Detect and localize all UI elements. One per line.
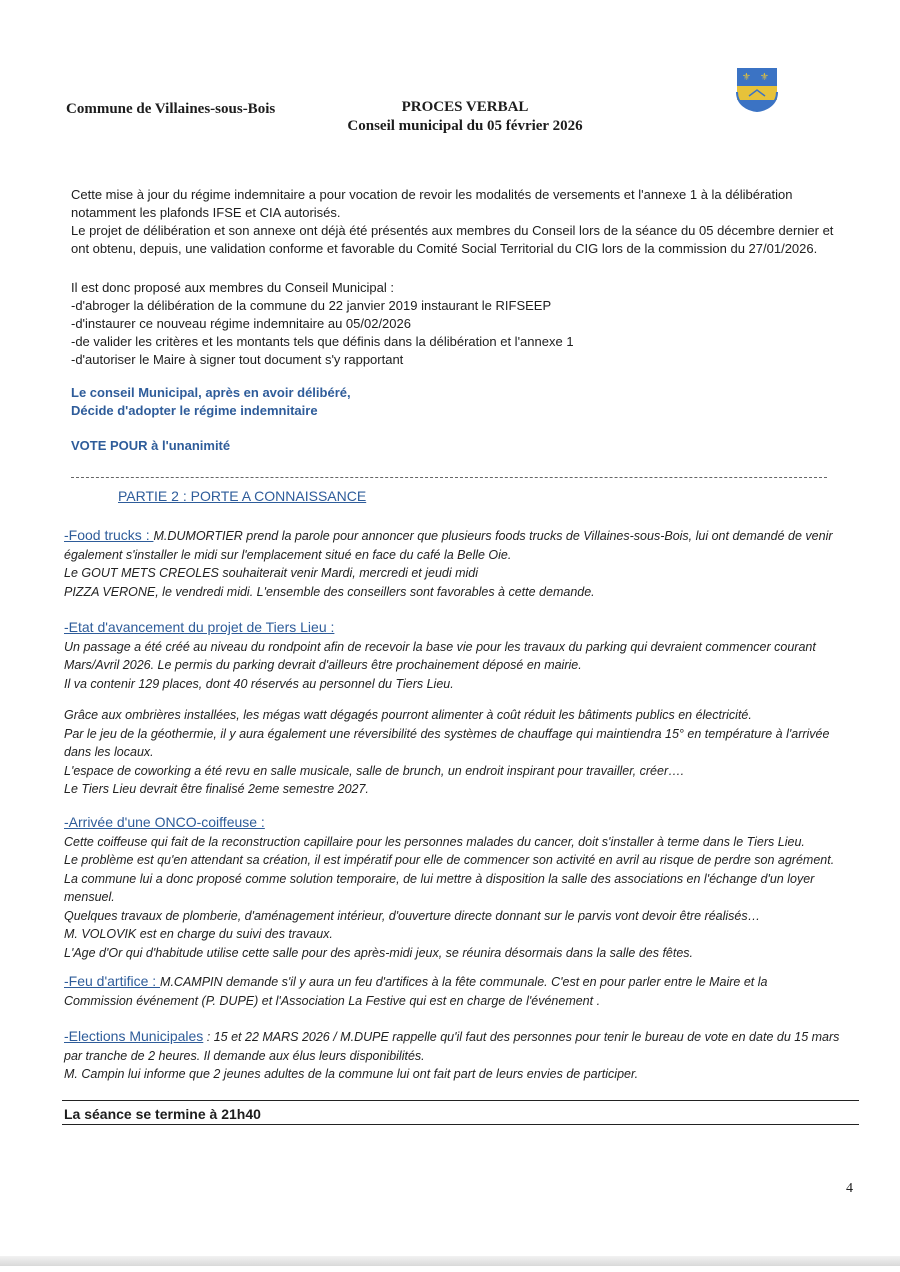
onco-line: Le problème est qu'en attendant sa création, il est impératif pour elle de commencer son activité en avril au risque de perdre son agrément. [64,853,835,867]
tiers-lieu-line: Mars/Avril 2026. Le permis du parking devrait d'ailleurs être prochainement déposé en mairie. [64,658,582,672]
decision-block [71,384,851,420]
feu-artifice-heading: -Feu d'artifice : [64,973,161,989]
onco-line: L'Age d'Or qui d'habitude utilise cette salle pour des après-midi jeux, se réunira désormais dans la salle des fêtes. [64,945,694,960]
onco-section [64,813,859,962]
dashed-separator [71,477,827,478]
onco-line: Quelques travaux de plomberie, d'aménagement intérieur, d'ouverture directe donnant sur le parvis vont devoir être réalisés… [64,908,761,923]
onco-line: M. VOLOVIK est en charge du suivi des travaux. [64,927,333,941]
elections-line: par tranche de 2 heures. Il demande aux élus leurs disponibilités. [64,1048,425,1063]
vote-result: VOTE POUR à l'unanimité [71,438,231,453]
closing-line: La séance se termine à 21h40 [64,1106,261,1122]
intro-paragraph [71,186,851,258]
intro-line: notamment les plafonds IFSE et CIA autorisés. [71,205,341,220]
intro-line: ont obtenu, depuis, une validation conforme et favorable du Comité Social Territorial du CIG lors de la commission du 27/01/2026. [71,241,818,256]
tiers-lieu-heading: -Etat d'avancement du projet de Tiers Lieu : [64,619,335,635]
onco-line: La commune lui a donc proposé comme solution temporaire, de lui mettre à disposition la salle des associations en l'échange d'un loyer [64,871,815,886]
svg-text:⚜: ⚜ [760,72,769,83]
tiers-lieu-line: dans les locaux. [64,745,154,759]
elections-heading: -Elections Municipales [64,1028,204,1044]
decision-line: Le conseil Municipal, après en avoir délibéré, [71,385,351,400]
onco-line: Cette coiffeuse qui fait de la reconstruction capillaire pour les personnes malades du cancer, doit s'installer à terme dans le Tiers Lieu. [64,834,805,849]
tiers-lieu-section [64,618,859,693]
page-number: 4 [846,1181,853,1196]
scan-edge [0,1256,900,1266]
coat-of-arms-icon [735,66,779,112]
food-trucks-line: M.DUMORTIER prend la parole pour annoncer que plusieurs foods trucks de Villaines-sous-Bois, lui ont demandé de venir [153,529,833,543]
commune-name: Commune de Villaines-sous-Bois [66,101,276,117]
proposal-list [71,279,851,369]
tiers-lieu-section-2 [64,706,859,799]
feu-artifice-section [64,972,859,1010]
tiers-lieu-line: Grâce aux ombrières installées, les mégas watt dégagés pourront alimenter à coût réduit les bâtiments publics en électricité. [64,708,752,722]
onco-line: mensuel. [64,890,115,904]
document-subtitle: Conseil municipal du 05 février 2026 [347,118,583,134]
elections-line: M. Campin lui informe que 2 jeunes adultes de la commune lui ont fait part de leurs envies de participer. [64,1067,639,1081]
svg-text:⚜: ⚜ [742,72,751,83]
document-title: PROCES VERBAL [401,99,529,115]
food-trucks-section [64,526,859,601]
decision-line: Décide d'adopter le régime indemnitaire [71,403,318,418]
tiers-lieu-line: Il va contenir 129 places, dont 40 réservés au personnel du Tiers Lieu. [64,676,454,691]
food-trucks-line: PIZZA VERONE, le vendredi midi. L'ensemble des conseillers sont favorables à cette demande. [64,584,595,599]
proposal-item: -d'instaurer ce nouveau régime indemnitaire au 05/02/2026 [71,316,411,331]
tiers-lieu-line: Par le jeu de la géothermie, il y aura également une réversibilité des systèmes de chauffage qui maintiendra 15° en température à l'arrivée [64,726,830,741]
tiers-lieu-line: L'espace de coworking a été revu en salle musicale, salle de brunch, un endroit inspirant pour travailler, créer…. [64,763,685,778]
feu-artifice-line: Commission événement (P. DUPE) et l'Association La Festive qui est en charge de l'événement . [64,993,601,1008]
elections-section [64,1027,859,1084]
section-partie-2: PARTIE 2 : PORTE A CONNAISSANCE [118,488,367,504]
onco-heading: -Arrivée d'une ONCO-coiffeuse : [64,814,265,830]
elections-line: : 15 et 22 MARS 2026 / M.DUPE rappelle qu'il faut des personnes pour tenir le bureau de vote en date du 15 mars [203,1030,840,1044]
bottom-rule [62,1124,859,1125]
top-rule [62,1100,859,1101]
food-trucks-line: Le GOUT METS CREOLES souhaiterait venir Mardi, mercredi et jeudi midi [64,566,479,580]
food-trucks-line: également s'installer le midi sur l'emplacement situé en face du café la Belle Oie. [64,547,512,562]
tiers-lieu-line: Un passage a été créé au niveau du rondpoint afin de recevoir la base vie pour les travaux du parking qui devraient commencer courant [64,639,816,654]
intro-line: Le projet de délibération et son annexe ont déjà été présentés aux membres du Conseil lors de la séance du 05 décembre dernier et [71,223,834,238]
tiers-lieu-line: Le Tiers Lieu devrait être finalisé 2eme semestre 2027. [64,782,369,796]
food-trucks-heading: -Food trucks : [64,527,154,543]
proposal-item: -de valider les critères et les montants tels que définis dans la délibération et l'annexe 1 [71,334,574,349]
proposal-item: -d'autoriser le Maire à signer tout document s'y rapportant [71,352,404,367]
proposal-lead: Il est donc proposé aux membres du Conseil Municipal : [71,280,394,295]
proposal-item: -d'abroger la délibération de la commune du 22 janvier 2019 instaurant le RIFSEEP [71,298,552,313]
feu-artifice-line: M.CAMPIN demande s'il y aura un feu d'artifices à la fête communale. C'est en pour parler entre le Maire et la [160,975,768,989]
intro-line: Cette mise à jour du régime indemnitaire a pour vocation de revoir les modalités de versements et l'annexe 1 à la délibération [71,187,793,202]
